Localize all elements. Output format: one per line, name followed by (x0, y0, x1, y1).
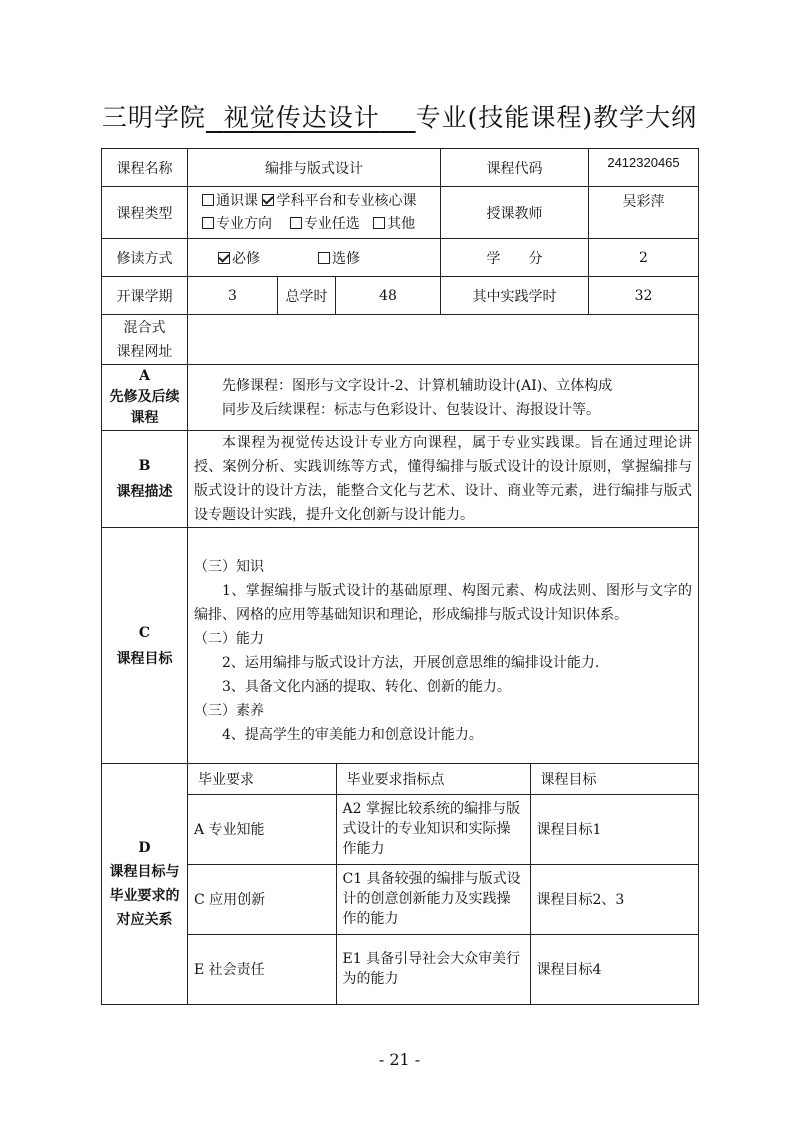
type-option-core[interactable]: 学科平台和专业核心课 (262, 193, 416, 209)
type-option-other[interactable]: 其他 (373, 216, 415, 232)
mapping-header-requirement: 毕业要求 (188, 764, 336, 794)
study-mode-options (188, 239, 441, 277)
section-c-label: C 课程目标 (102, 528, 188, 764)
checkbox-checked-icon (218, 252, 230, 264)
section-a-content (188, 365, 699, 431)
credit-label: 学 分 (441, 239, 589, 277)
objective-heading-literacy: （三）素养 (194, 702, 264, 719)
prerequisite-courses: 先修课程：图形与文字设计-2、计算机辅助设计(AI)、立体构成 (222, 377, 613, 394)
checkbox-unchecked-icon (202, 217, 214, 229)
checkbox-checked-icon (262, 194, 274, 206)
course-objectives (188, 528, 699, 764)
objective-2: 2、运用编排与版式设计方法，开展创意思维的编排设计能力. (222, 654, 600, 671)
row-course-type (102, 187, 699, 239)
row-semester (102, 277, 699, 315)
type-option-elective[interactable]: 专业任选 (290, 216, 360, 232)
page-number: - 21 - (378, 1050, 421, 1069)
mapping-goal: 课程目标1 (530, 794, 698, 864)
credit-value: 2 (589, 239, 699, 277)
table-row (188, 934, 698, 1004)
type-option-direction[interactable]: 专业方向 (202, 216, 272, 232)
type-option-general[interactable]: 通识课 (202, 193, 258, 209)
mapping-indicator: A2 掌握比较系统的编排与版式设计的专业知识和实际操作能力 (336, 794, 530, 864)
hybrid-label: 混合式 课程网址 (102, 315, 188, 365)
objective-3: 3、具备文化内涵的提取、转化、创新的能力。 (222, 678, 511, 695)
mapping-header-row (188, 764, 698, 794)
teacher-value: 吴彩萍 (589, 187, 699, 239)
total-hours-label: 总学时 (278, 277, 336, 315)
major-name: 视觉传达设计 (223, 103, 380, 132)
objective-heading-knowledge: （三）知识 (194, 558, 264, 575)
row-section-a (102, 365, 699, 431)
title-suffix: 专业(技能课程)教学大纲 (415, 103, 698, 132)
table-row (188, 794, 698, 864)
row-section-b (102, 431, 699, 528)
checkbox-unchecked-icon (290, 217, 302, 229)
course-name-value: 编排与版式设计 (188, 149, 441, 187)
checkbox-unchecked-icon (202, 194, 214, 206)
course-name-label: 课程名称 (102, 149, 188, 187)
mapping-cell (188, 764, 699, 1005)
table-row (188, 864, 698, 934)
practice-hours-value: 32 (589, 277, 699, 315)
section-d-label: D 课程目标与 毕业要求的 对应关系 (102, 764, 188, 1005)
row-section-c (102, 528, 699, 764)
hybrid-url-value (188, 315, 699, 365)
mapping-goal: 课程目标4 (530, 934, 698, 1004)
course-description: 本课程为视觉传达设计专业方向课程，属于专业实践课。旨在通过理论讲授、案例分析、实践训练等方式，懂得编排与版式设计的设计原则，掌握编排与版式设计的设计方法，能整合文化与艺术、设计、商业等元素，进行编排与版式设专题设计实践，提升文化创新与设计能力。 (188, 431, 699, 528)
mapping-header-goal: 课程目标 (530, 764, 698, 794)
course-code-value: 2412320465 (589, 149, 699, 187)
row-study-mode (102, 239, 699, 277)
checkbox-unchecked-icon (318, 252, 330, 264)
row-hybrid (102, 315, 699, 365)
page-title (0, 98, 799, 134)
section-b-label: B 课程描述 (102, 431, 188, 528)
mode-option-required[interactable]: 必修 (218, 251, 260, 267)
mapping-indicator: C1 具备较强的编排与版式设计的创意创新能力及实践操作的能力 (336, 864, 530, 934)
mapping-indicator: E1 具备引导社会大众审美行为的能力 (336, 934, 530, 1004)
mapping-requirement: C 应用创新 (188, 864, 336, 934)
mapping-requirement: A 专业知能 (188, 794, 336, 864)
objective-heading-ability: （二）能力 (194, 630, 264, 647)
row-section-d (102, 764, 699, 1005)
practice-hours-label: 其中实践学时 (441, 277, 589, 315)
row-course-name (102, 149, 699, 187)
follow-up-courses: 同步及后续课程：标志与色彩设计、包装设计、海报设计等。 (222, 401, 600, 418)
course-type-options (188, 187, 441, 239)
syllabus-table (101, 148, 699, 1005)
teacher-label: 授课教师 (441, 187, 589, 239)
course-type-label: 课程类型 (102, 187, 188, 239)
semester-label: 开课学期 (102, 277, 188, 315)
mapping-requirement: E 社会责任 (188, 934, 336, 1004)
semester-value: 3 (188, 277, 278, 315)
mapping-header-indicator: 毕业要求指标点 (336, 764, 530, 794)
mode-option-optional[interactable]: 选修 (318, 251, 360, 267)
section-a-label: A 先修及后续 课程 (102, 365, 188, 431)
checkbox-unchecked-icon (373, 217, 385, 229)
study-mode-label: 修读方式 (102, 239, 188, 277)
mapping-table (188, 764, 698, 1004)
total-hours-value: 48 (336, 277, 441, 315)
objective-1: 1、掌握编排与版式设计的基础原理、构图元素、构成法则、图形与文字的编排、网格的应用等基础知识和理论，形成编排与版式设计知识体系。 (194, 582, 692, 623)
course-code-label: 课程代码 (441, 149, 589, 187)
objective-4: 4、提高学生的审美能力和创意设计能力。 (222, 726, 483, 743)
school-name: 三明学院 (101, 103, 206, 132)
mapping-goal: 课程目标2、3 (530, 864, 698, 934)
